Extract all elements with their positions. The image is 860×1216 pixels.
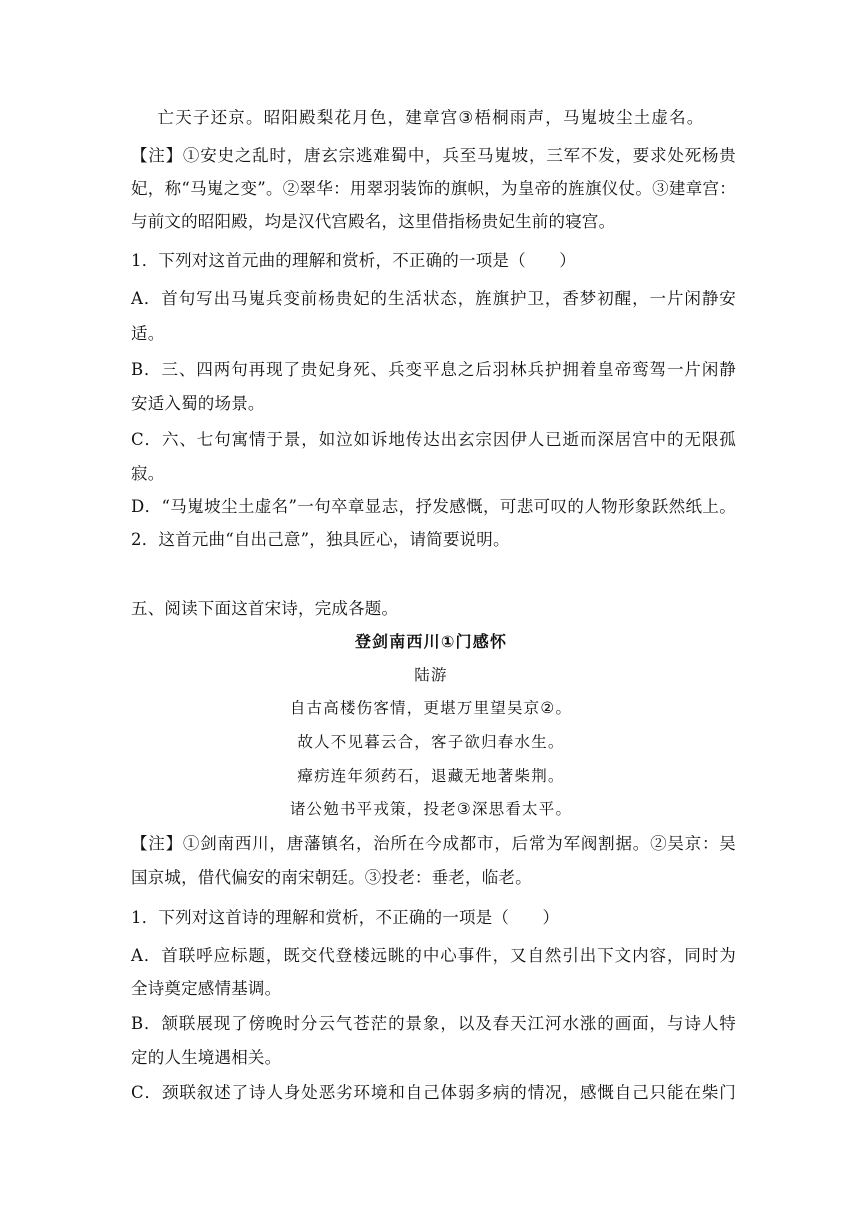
question-stem: 2．这首元曲“自出己意”，独具匠心，请简要说明。 [131, 530, 510, 549]
option-a-cont: 全诗奠定感情基调。 [131, 979, 282, 998]
poem-line: 诸公勉书平戎策，投老③深思看太平。 [289, 800, 573, 818]
option-b: B．颔联展现了傍晚时分云气苍茫的景象，以及春天江河水涨的画面，与诗人特 [131, 1014, 736, 1033]
option-b-cont: 安适入蜀的场景。 [131, 394, 265, 413]
option-d: D．“马嵬坡尘土虚名”一句卒章显志，抒发感慨，可悲可叹的人物形象跃然纸上。 [131, 497, 736, 516]
question-stem: 1．下列对这首诗的理解和赏析，不正确的一项是（ ） [131, 908, 560, 927]
verse-end-line: 亡天子还京。昭阳殿梨花月色，建章宫③梧桐雨声，马嵬坡尘土虚名。 [157, 108, 705, 127]
section-heading: 五、阅读下面这首宋诗，完成各题。 [131, 599, 399, 618]
note-line: 【注】①安史之乱时，唐玄宗逃难蜀中，兵至马嵬坡，三军不发，要求处死杨贵 [131, 146, 736, 165]
poem-author: 陆游 [414, 666, 448, 684]
note-line: 妃，称“马嵬之变”。②翠华：用翠羽装饰的旗帜，为皇帝的旌旗仪仗。③建章宫： [131, 179, 736, 198]
poem-line: 瘴疠连年须药石，退藏无地著柴荆。 [297, 767, 565, 785]
option-c: C．六、七句寓情于景，如泣如诉地传达出玄宗因伊人已逝而深居宫中的无限孤 [131, 430, 736, 449]
note-line: 国京城，借代偏安的南宋朝廷。③投老：垂老，临老。 [131, 868, 532, 887]
option-b: B．三、四两句再现了贵妃身死、兵变平息之后羽林兵护拥着皇帝鸾驾一片闲静 [131, 360, 736, 379]
poem-line: 故人不见暮云合，客子欲归春水生。 [297, 733, 565, 751]
poem-line: 自古高楼伤客情，更堪万里望吴京②。 [289, 699, 573, 717]
option-c: C．颈联叙述了诗人身处恶劣环境和自己体弱多病的情况，感慨自己只能在柴门 [131, 1083, 736, 1102]
option-b-cont: 定的人生境遇相关。 [131, 1048, 282, 1067]
question-stem: 1．下列对这首元曲的理解和赏析，不正确的一项是（ ） [131, 251, 576, 270]
note-line: 与前文的昭阳殿，均是汉代宫殿名，这里借指杨贵妃生前的寝宫。 [131, 212, 616, 231]
poem-title: 登剑南西川①门感怀 [354, 632, 508, 651]
option-c-cont: 寂。 [131, 464, 165, 483]
option-a: A．首句写出马嵬兵变前杨贵妃的生活状态，旌旗护卫，香梦初醒，一片闲静安 [131, 289, 736, 308]
option-a: A．首联呼应标题，既交代登楼远眺的中心事件，又自然引出下文内容，同时为 [131, 946, 736, 965]
option-a-cont: 适。 [131, 324, 165, 343]
note-line: 【注】①剑南西川，唐藩镇名，治所在今成都市，后常为军阀割据。②吴京：吴 [131, 834, 736, 853]
